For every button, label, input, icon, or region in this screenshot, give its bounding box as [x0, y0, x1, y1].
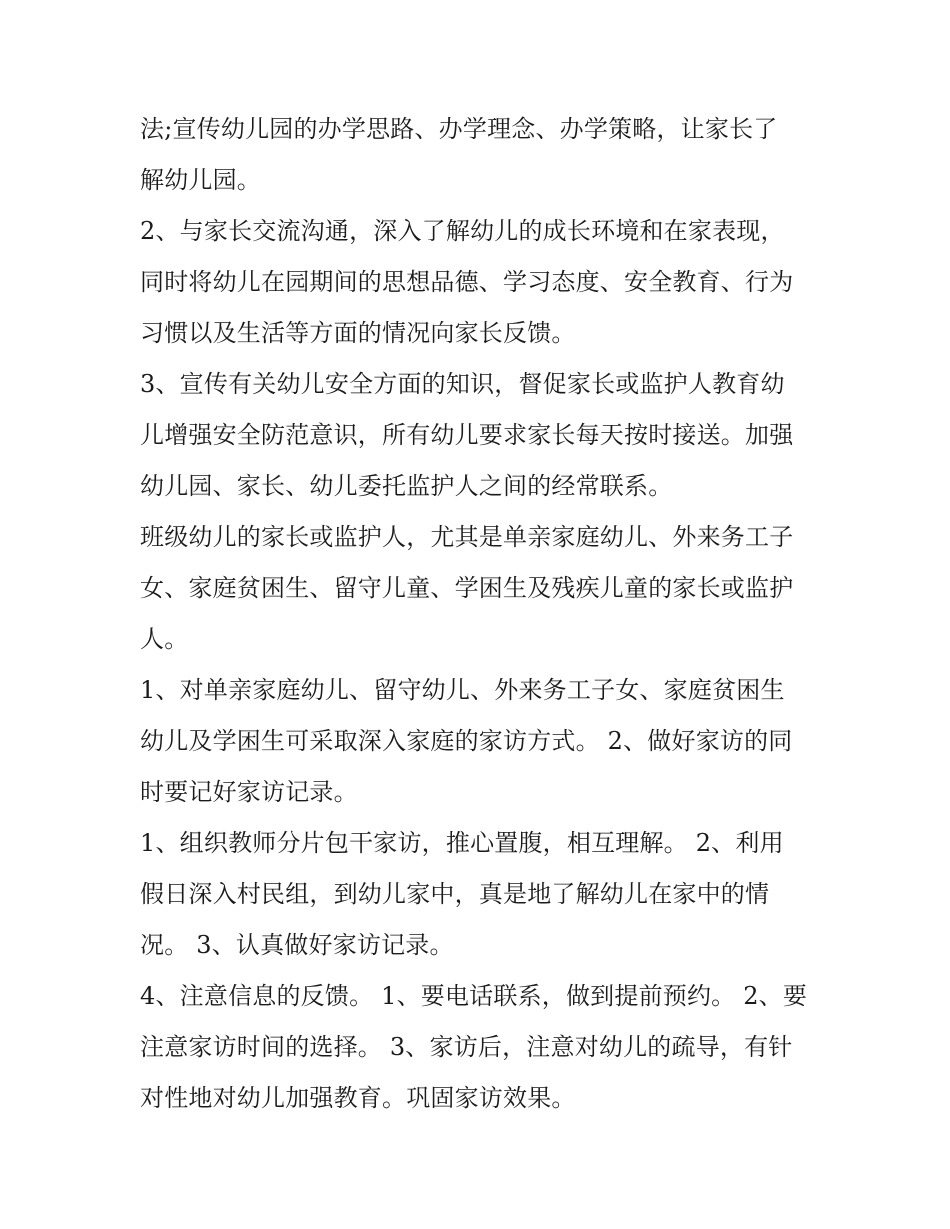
text-line: 3、宣传有关幼儿安全方面的知识，督促家长或监护人教育幼	[140, 370, 785, 398]
text-line: 幼儿园、家长、幼儿委托监护人之间的经常联系。	[140, 472, 673, 500]
text-line: 班级幼儿的家长或监护人，尤其是单亲家庭幼儿、外来务工子	[140, 523, 794, 551]
text-line: 注意家访时间的选择。 3、家访后，注意对幼儿的疏导，有针	[140, 1033, 793, 1061]
text-line: 2、与家长交流沟通，深入了解幼儿的成长环境和在家表现，	[140, 217, 785, 245]
text-line: 女、家庭贫困生、留守儿童、学困生及残疾儿童的家长或监护	[140, 574, 794, 602]
text-line: 对性地对幼儿加强教育。巩固家访效果。	[140, 1084, 576, 1112]
text-line: 时要记好家访记录。	[140, 778, 358, 806]
text-line: 同时将幼儿在园期间的思想品德、学习态度、安全教育、行为	[140, 268, 794, 296]
text-line: 假日深入村民组，到幼儿家中，真是地了解幼儿在家中的情	[140, 880, 770, 908]
text-line: 儿增强安全防范意识，所有幼儿要求家长每天按时接送。加强	[140, 421, 794, 449]
text-line: 人。	[140, 625, 189, 653]
text-line: 法;宣传幼儿园的办学思路、办学理念、办学策略，让家长了	[140, 115, 778, 143]
document-body	[140, 104, 820, 1124]
text-line: 解幼儿园。	[140, 166, 261, 194]
text-line: 1、组织教师分片包干家访，推心置腹，相互理解。 2、利用	[140, 829, 784, 857]
text-line: 1、对单亲家庭幼儿、留守幼儿、外来务工子女、家庭贫困生	[140, 676, 785, 704]
text-line: 4、注意信息的反馈。 1、要电话联系，做到提前预约。 2、要	[140, 982, 808, 1010]
text-line: 习惯以及生活等方面的情况向家长反馈。	[140, 319, 576, 347]
text-line: 况。 3、认真做好家访记录。	[140, 931, 454, 959]
text-line: 幼儿及学困生可采取深入家庭的家访方式。 2、做好家访的同	[140, 727, 793, 755]
